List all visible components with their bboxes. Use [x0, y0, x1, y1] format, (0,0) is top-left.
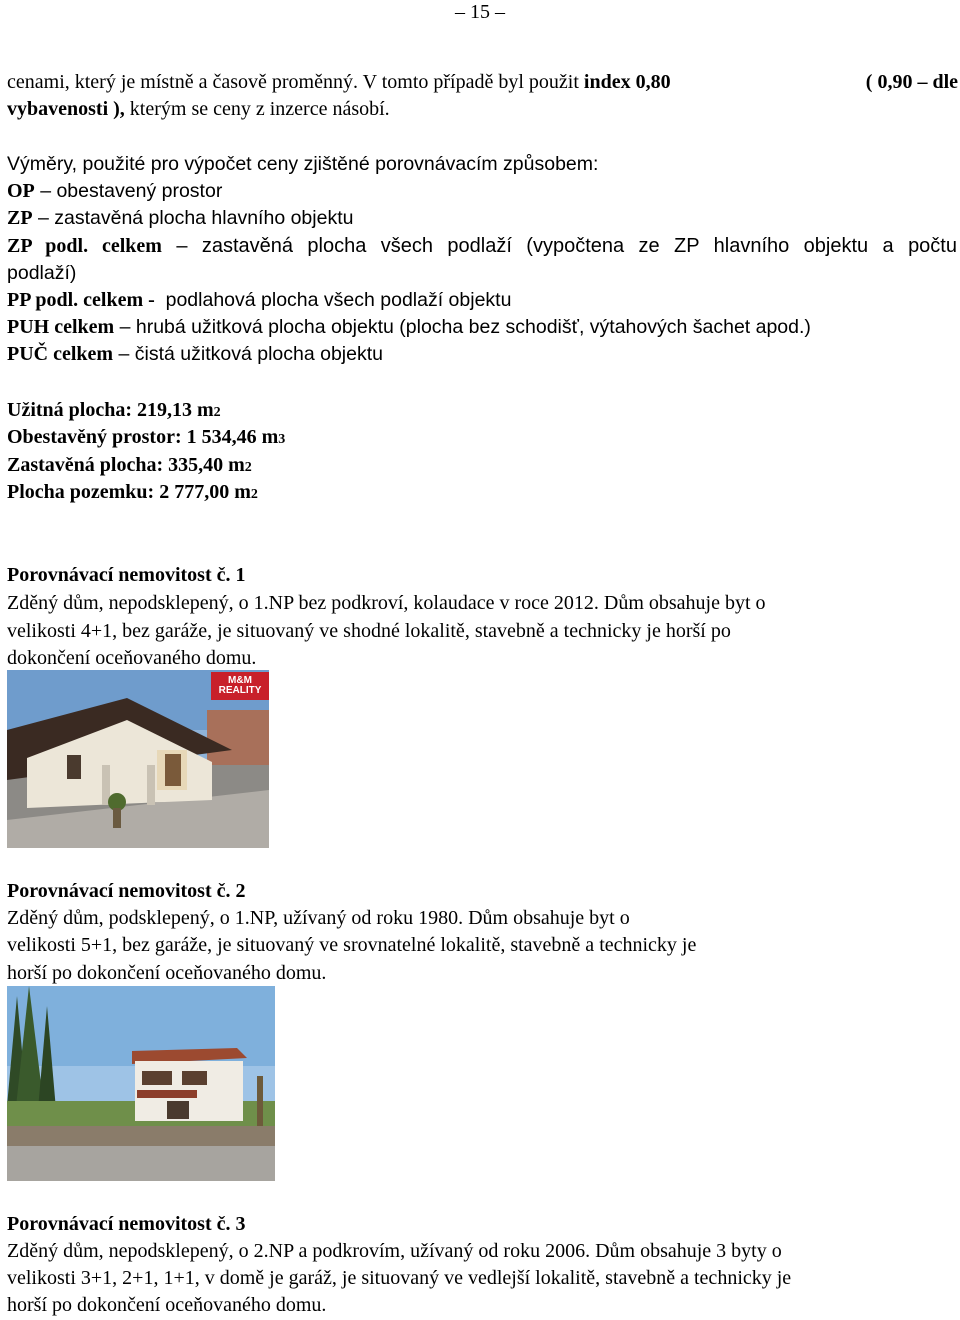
- vybavenosti-label: vybavenosti ),: [7, 98, 125, 120]
- definition-puc: [7, 342, 383, 366]
- property-1-house-image: [7, 670, 269, 848]
- term-op: OP: [7, 180, 35, 202]
- area-zastavena-text: Zastavěná plocha: 335,40 m: [7, 454, 245, 476]
- area-uzitna: [7, 398, 221, 425]
- property-2-desc-3: horší po dokončení oceňovaného domu.: [7, 962, 327, 984]
- intro-text-2: kterým se ceny z inzerce násobí.: [124, 98, 390, 120]
- property-3-desc-3: horší po dokončení oceňovaného domu.: [7, 1294, 327, 1316]
- def-puc: – čistá užitková plocha objektu: [113, 343, 383, 365]
- def-op: – obestavený prostor: [34, 180, 223, 202]
- area-pozemek: [7, 480, 258, 507]
- property-1-desc-3: dokončení oceňovaného domu.: [7, 647, 257, 669]
- area-pozemek-text: Plocha pozemku: 2 777,00 m: [7, 481, 251, 503]
- def-zp: – zastavěná plocha hlavního objektu: [32, 207, 354, 229]
- definition-zp: [7, 206, 353, 230]
- property-2-house-image: [7, 986, 275, 1181]
- area-obestaveny: [7, 425, 285, 452]
- area-uzitna-text: Užitná plocha: 219,13 m: [7, 399, 214, 421]
- property-2-desc-2: velikosti 5+1, bez garáže, je situovaný ve srovnatelné lokalitě, stavebně a technicky je: [7, 934, 697, 956]
- property-3-desc-1: Zděný dům, nepodsklepený, o 2.NP a podkrovím, užívaný od roku 2006. Dům obsahuje 3 byty o: [7, 1240, 782, 1262]
- property-1-desc-1: Zděný dům, nepodsklepený, o 1.NP bez podkroví, kolaudace v roce 2012. Dům obsahuje byt o: [7, 592, 766, 614]
- page-number: – 15 –: [455, 1, 505, 23]
- term-puh: PUH celkem: [7, 316, 115, 338]
- definitions-heading: Výměry, použité pro výpočet ceny zjištěné porovnávacím způsobem:: [7, 153, 599, 175]
- def-zp-podl: – zastavěná plocha všech podlaží (vypočtena ze ZP hlavního objektu a počtu: [161, 235, 957, 257]
- property-1-photo: [7, 670, 269, 848]
- area-zastavena-unit: 2: [244, 460, 252, 475]
- definition-op: [7, 179, 222, 203]
- definition-zp-podl: [7, 234, 957, 258]
- definition-pp: [7, 288, 511, 312]
- definition-zp-podl-cont: podlaží): [7, 262, 77, 284]
- realty-watermark: M&M REALITY: [218, 675, 262, 696]
- index-alt-value: ( 0,90 – dle: [865, 71, 958, 93]
- property-3-title: Porovnávací nemovitost č. 3: [7, 1213, 246, 1235]
- area-zastavena: [7, 453, 252, 480]
- intro-line-2: [7, 97, 390, 121]
- property-2-desc-1: Zděný dům, podsklepený, o 1.NP, užívaný od roku 1980. Dům obsahuje byt o: [7, 907, 630, 929]
- area-obestaveny-text: Obestavěný prostor: 1 534,46 m: [7, 426, 279, 448]
- property-1-desc-2: velikosti 4+1, bez garáže, je situovaný ve shodné lokalitě, stavebně a technicky je horší po: [7, 620, 731, 642]
- property-2-title: Porovnávací nemovitost č. 2: [7, 880, 246, 902]
- intro-line-1: [7, 70, 671, 94]
- def-pp: podlahová plocha všech podlaží objektu: [154, 289, 512, 311]
- area-uzitna-unit: 2: [213, 405, 221, 420]
- area-obestaveny-unit: 3: [278, 432, 286, 447]
- def-puh: – hrubá užitková plocha objektu (plocha bez schodišť, výtahových šachet apod.): [114, 316, 811, 338]
- definition-puh: [7, 315, 811, 339]
- intro-text: cenami, který je místně a časově proměnný. V tomto případě byl použit: [7, 71, 584, 93]
- term-zp: ZP: [7, 207, 33, 229]
- property-2-photo: [7, 986, 275, 1181]
- term-zp-podl: ZP podl. celkem: [7, 235, 162, 257]
- index-value: index 0,80: [583, 71, 671, 93]
- area-pozemek-unit: 2: [250, 487, 258, 502]
- term-pp: PP podl. celkem -: [7, 289, 155, 311]
- property-1-title: Porovnávací nemovitost č. 1: [7, 564, 246, 586]
- term-puc: PUČ celkem: [7, 343, 114, 365]
- property-3-desc-2: velikosti 3+1, 2+1, 1+1, v domě je garáž, je situovaný ve vedlejší lokalitě, stavebně a technicky je: [7, 1267, 792, 1289]
